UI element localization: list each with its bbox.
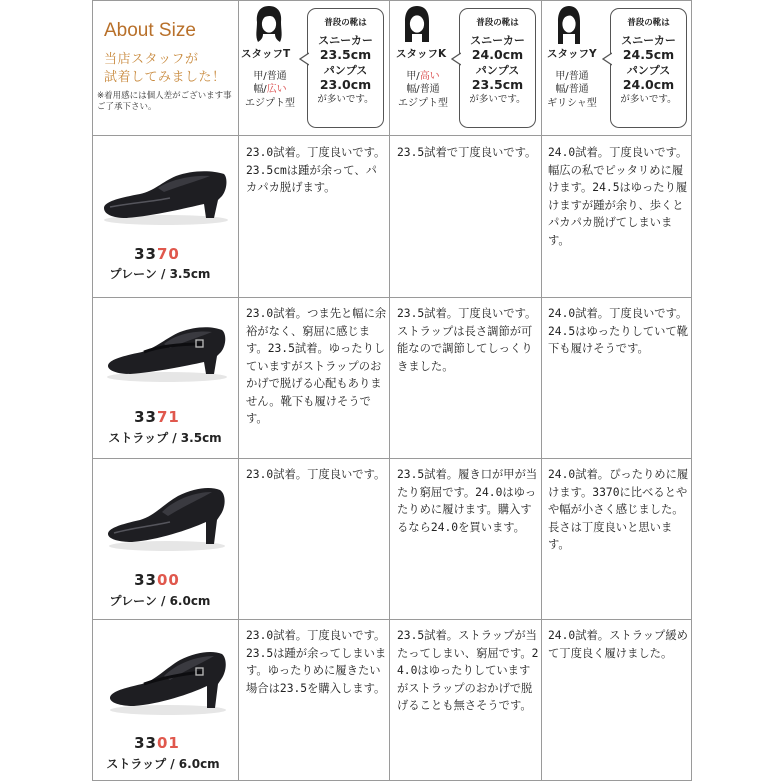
grid-line (238, 0, 239, 781)
staff-instep: 甲/普通 (253, 71, 287, 82)
bubble-tail (299, 52, 309, 66)
review-comment-staff-t: 23.0試着。丁度良いです。23.5は踵が余ってしまいます。ゆったりめに履きたい場合は23.5を購入します。 (246, 629, 387, 695)
bubble-title: 普段の靴は (627, 18, 670, 28)
product-name: プレーン / 6.0cm (109, 594, 211, 608)
review-comment-staff-k: 23.5試着。丁度良いです。ストラップは長さ調節が可能なので調節してしっくりきました。 (397, 307, 537, 373)
staff-width: 幅/普通 (555, 84, 589, 95)
staff-width: 幅/広い (253, 84, 287, 95)
subtitle-line-2: 試着してみました！ (104, 70, 226, 85)
grid-line (92, 135, 692, 136)
grid-line (389, 0, 390, 781)
review-comment-staff-k: 23.5試着で丁度良いです。 (397, 146, 537, 159)
page-title: About Size (104, 20, 196, 41)
pumps-size: 23.5cm (471, 77, 524, 92)
staff-foot-type: エジプト型 (398, 98, 448, 109)
grid-line (541, 0, 542, 781)
review-comment-staff-t: 23.0試着。丁度良いです。23.5cmは踵が余って、パカパカ脱げます。 (246, 146, 386, 194)
review-comment-staff-y: 24.0試着。丁度良いです。24.5はゆったりしていて靴下も履けそうです。 (548, 307, 689, 355)
staff-foot-type: ギリシャ型 (547, 98, 597, 109)
product-name: ストラップ / 3.5cm (108, 431, 222, 445)
grid-line (92, 458, 692, 459)
sneaker-label: スニーカー (621, 34, 676, 47)
bubble-tail (451, 52, 461, 66)
staff-name: スタッフY (547, 48, 597, 60)
staff-name: スタッフT (241, 48, 291, 60)
grid-line (691, 0, 692, 781)
staff-width: 幅/普通 (406, 84, 440, 95)
pumps-label: パンプス (626, 64, 671, 77)
review-comment-staff-y: 24.0試着。ストラップ緩めて丁度良く履けました。 (548, 629, 688, 660)
bubble-footer: が多いです。 (469, 94, 526, 105)
bubble-tail (602, 52, 612, 66)
product-code: 3300 (134, 571, 180, 589)
subtitle-line-1: 当店スタッフが (104, 52, 199, 67)
woman-face-icon (554, 4, 584, 46)
strap-pump-high-heel-image (106, 640, 230, 716)
review-comment-staff-k: 23.5試着。履き口が甲が当たり窮屈です。24.0はゆったりめに履けます。購入するなら24.0を買います。 (397, 468, 538, 534)
staff-instep: 甲/普通 (555, 71, 589, 82)
staff-foot-type: エジプト型 (245, 98, 295, 109)
review-comment-staff-y: 24.0試着。丁度良いです。幅広の私でピッタリめに履けます。24.5はゆったり履けますが踵が余り、歩くとパカパカ脱げてしまいます。 (548, 146, 688, 247)
bubble-title: 普段の靴は (324, 18, 367, 28)
plain-pump-high-heel-image (104, 478, 230, 552)
sneaker-size: 23.5cm (319, 47, 372, 62)
pumps-label: パンプス (475, 64, 520, 77)
sneaker-size: 24.0cm (471, 47, 524, 62)
product-code: 3370 (134, 245, 180, 263)
bubble-footer: が多いです。 (317, 94, 374, 105)
staff-instep: 甲/高い (406, 71, 440, 82)
pumps-size: 23.0cm (319, 77, 372, 92)
pumps-label: パンプス (323, 64, 368, 77)
review-comment-staff-k: 23.5試着。ストラップが当たってしまい、窮屈です。24.0はゆったりしていますがストラップのおかげで脱げることも無さそうです。 (397, 629, 539, 712)
grid-line (92, 297, 692, 298)
grid-line (92, 0, 93, 781)
pumps-size: 24.0cm (622, 77, 675, 92)
bubble-title: 普段の靴は (476, 18, 519, 28)
bubble-footer: が多いです。 (620, 94, 677, 105)
plain-pump-low-heel-image (100, 160, 232, 228)
product-name: プレーン / 3.5cm (109, 267, 211, 281)
disclaimer-note: ※着用感には個人差がございます事ご了承下さい。 (97, 91, 232, 112)
review-comment-staff-t: 23.0試着。丁度良いです。 (246, 468, 386, 481)
usual-size-bubble (307, 8, 384, 128)
review-comment-staff-y: 24.0試着。ぴったりめに履けます。3370に比べるとやや幅が小さく感じました。長さは丁度良いと思います。 (548, 468, 689, 551)
staff-name: スタッフK (396, 48, 447, 60)
sneaker-label: スニーカー (470, 34, 525, 47)
strap-pump-low-heel-image (104, 320, 230, 384)
review-comment-staff-t: 23.0試着。つま先と幅に余裕がなく、窮屈に感じます。23.5試着。ゆったりしていますがストラップのおかげで脱げる心配もありません。靴下も履けそうです。 (246, 307, 387, 425)
sneaker-label: スニーカー (318, 34, 373, 47)
grid-line (92, 619, 692, 620)
grid-line (92, 0, 692, 1)
woman-face-icon (254, 4, 284, 46)
usual-size-bubble (459, 8, 536, 128)
product-code: 3371 (134, 408, 180, 426)
sneaker-size: 24.5cm (622, 47, 675, 62)
woman-face-icon (402, 4, 432, 46)
product-name: ストラップ / 6.0cm (106, 757, 220, 771)
usual-size-bubble (610, 8, 687, 128)
product-code: 3301 (134, 734, 180, 752)
